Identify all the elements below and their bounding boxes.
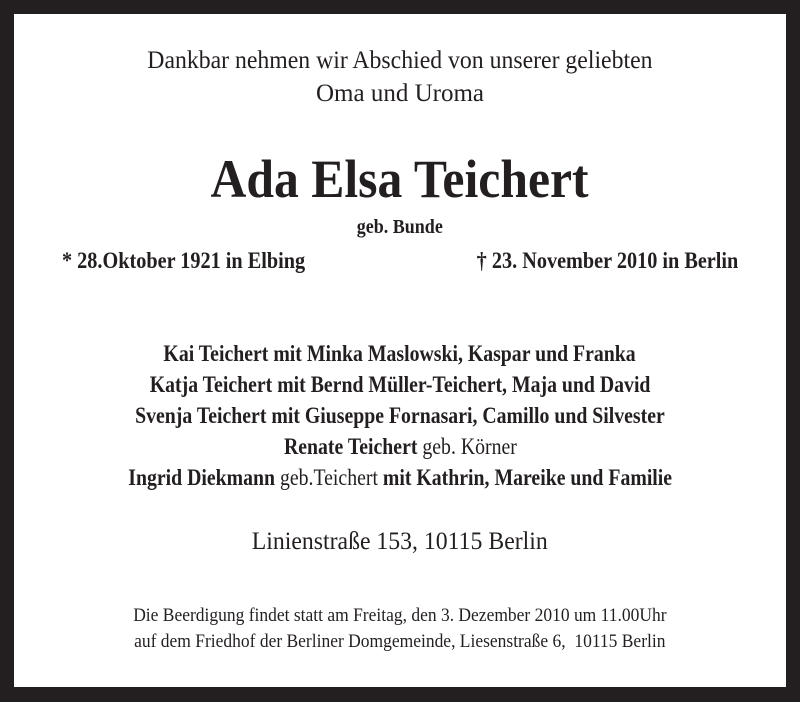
death-date: [441, 248, 738, 274]
deceased-name-text: Ada Elsa Teichert: [210, 149, 590, 209]
family-line: [0, 465, 800, 491]
family-line: [0, 403, 800, 429]
family-line: [0, 372, 800, 398]
address-text: Linienstraße 153, 10115 Berlin: [252, 528, 548, 555]
family-text: Svenja Teichert mit Giuseppe Fornasari, Camillo und Silvester: [135, 403, 665, 428]
intro-line-1: [0, 47, 800, 75]
intro-text-1: Dankbar nehmen wir Abschied von unserer geliebten: [147, 47, 653, 74]
birth-text: * 28.Oktober 1921 in Elbing: [62, 248, 306, 273]
intro-line-2: [0, 80, 800, 108]
death-text: † 23. November 2010 in Berlin: [476, 248, 738, 273]
family-note: geb. Körner: [417, 434, 517, 459]
family-line: [0, 341, 800, 367]
birth-date: [62, 248, 338, 274]
family-text: Kai Teichert mit Minka Maslowski, Kaspar und Franka: [163, 341, 637, 366]
family-name: Renate Teichert: [283, 434, 418, 459]
funeral-text-1: Die Beerdigung findet statt am Freitag, den 3. Dezember 2010 um 11.00Uhr: [133, 605, 667, 626]
funeral-text-2: auf dem Friedhof der Berliner Domgemeinde, Liesenstraße 6, 10115 Berlin: [134, 631, 666, 652]
deceased-name: [0, 148, 800, 210]
family-note: geb.Teichert: [274, 465, 383, 490]
funeral-line-1: [0, 605, 800, 627]
address: [0, 528, 800, 556]
family-name: Ingrid Diekmann: [128, 465, 275, 490]
funeral-line-2: [0, 631, 800, 653]
intro-text-2: Oma und Uroma: [315, 80, 485, 107]
family-text: mit Kathrin, Mareike und Familie: [382, 465, 672, 490]
maiden-name-text: geb. Bunde: [356, 216, 444, 238]
family-line: [0, 434, 800, 460]
maiden-name: [0, 216, 800, 239]
family-text: Katja Teichert mit Bernd Müller-Teichert, Maja und David: [149, 372, 651, 397]
